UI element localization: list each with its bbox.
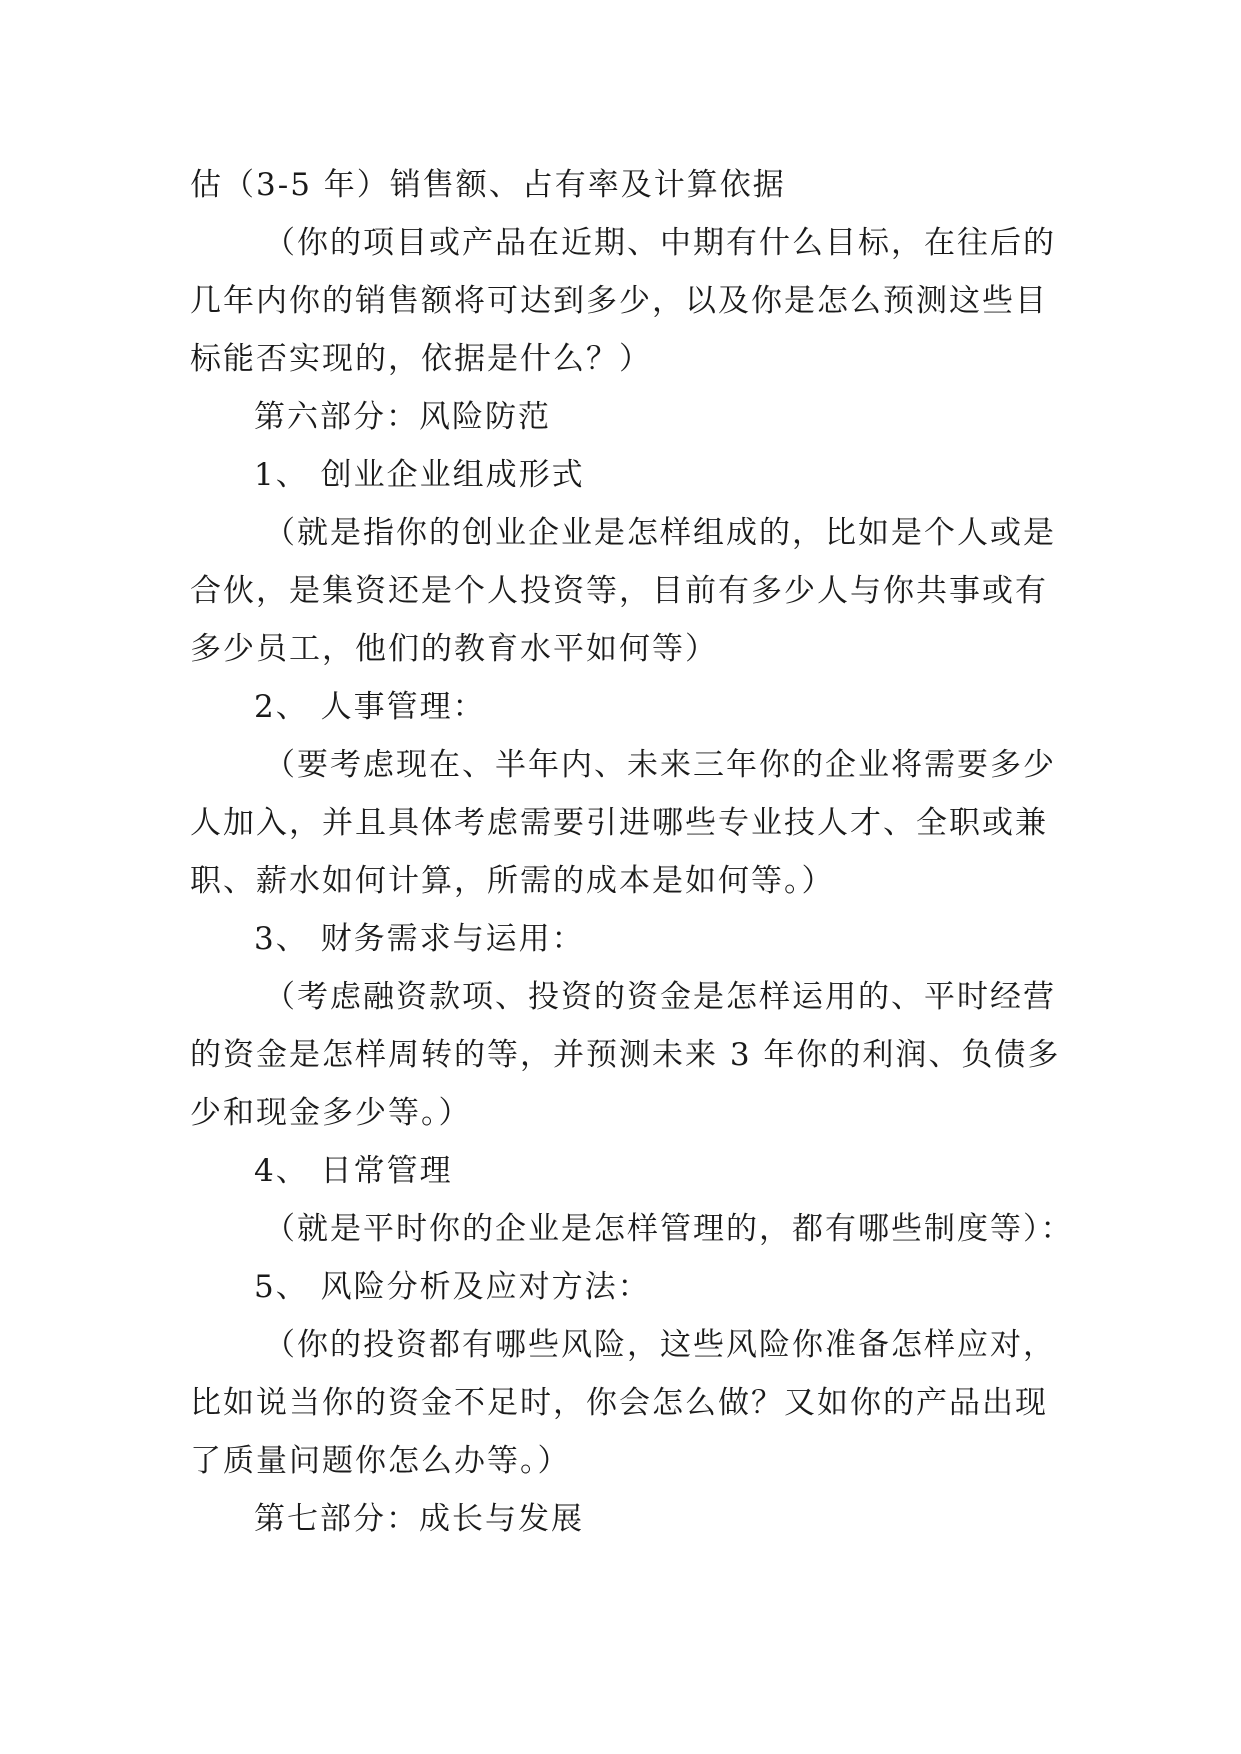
text-line: 比如说当你的资金不足时，你会怎么做？又如你的产品出现 (190, 1385, 1048, 1421)
list-item-heading: 3、 财务需求与运用： (254, 921, 585, 957)
text-line: 职、薪水如何计算，所需的成本是如何等。） (190, 863, 835, 899)
text-line: 合伙，是集资还是个人投资等，目前有多少人与你共事或有 (190, 573, 1048, 609)
text-line: 标能否实现的，依据是什么？） (190, 341, 652, 377)
text-line: （要考虑现在、半年内、未来三年你的企业将需要多少 (264, 747, 1056, 783)
text-line: 少和现金多少等。） (190, 1095, 472, 1131)
text-line: （就是指你的创业企业是怎样组成的，比如是个人或是 (264, 515, 1056, 551)
list-item-heading: 1、 创业企业组成形式 (254, 457, 585, 493)
text-line: 人加入，并且具体考虑需要引进哪些专业技人才、全职或兼 (190, 805, 1048, 841)
list-item-heading: 2、 人事管理： (254, 689, 486, 725)
text-line: （你的投资都有哪些风险，这些风险你准备怎样应对， (264, 1327, 1056, 1363)
list-item-heading: 4、 日常管理 (254, 1153, 453, 1189)
text-line: 了质量问题你怎么办等。） (190, 1443, 571, 1479)
text-line: （你的项目或产品在近期、中期有什么目标，在往后的 (264, 225, 1056, 261)
text-line: （就是平时你的企业是怎样管理的，都有哪些制度等）： (264, 1211, 1074, 1247)
text-line: （考虑融资款项、投资的资金是怎样运用的、平时经营 (264, 979, 1056, 1015)
section-heading: 第六部分：风险防范 (254, 399, 551, 435)
text-line: 几年内你的销售额将可达到多少，以及你是怎么预测这些目 (190, 283, 1048, 319)
text-line: 估（3-5 年）销售额、占有率及计算依据 (190, 167, 786, 203)
text-line: 的资金是怎样周转的等，并预测未来 3 年你的利润、负债多 (190, 1037, 1061, 1073)
section-heading: 第七部分：成长与发展 (254, 1501, 584, 1537)
text-line: 多少员工，他们的教育水平如何等） (190, 631, 718, 667)
list-item-heading: 5、 风险分析及应对方法： (254, 1269, 651, 1305)
